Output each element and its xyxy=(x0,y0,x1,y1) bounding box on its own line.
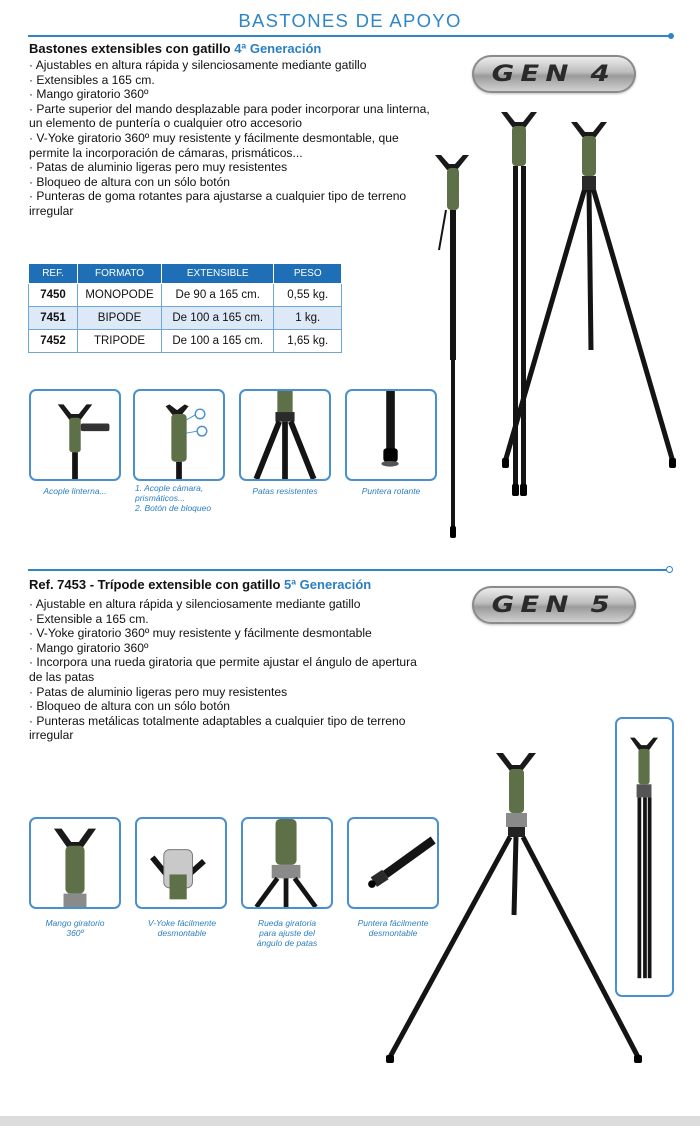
gen4-badge xyxy=(472,55,636,93)
header-rule-dot xyxy=(668,33,674,39)
tripod-image xyxy=(502,122,676,468)
gen5-badge xyxy=(472,586,636,624)
cell-extensible: De 100 a 165 cm. xyxy=(161,330,274,353)
caption-legs: Patas resistentes xyxy=(252,486,318,496)
adjustment-wheel-illustration xyxy=(243,819,331,907)
rotating-handle-illustration xyxy=(31,819,119,907)
spec-table xyxy=(28,263,342,353)
cell-ref: 7450 xyxy=(29,284,78,307)
col-header-ref: REF. xyxy=(29,264,78,284)
gen4-badge-text: GEN 4 xyxy=(491,61,617,87)
gen4-product-photo xyxy=(425,100,690,545)
gen4-section-title xyxy=(29,41,321,56)
bipod-image xyxy=(501,112,537,496)
page-title: BASTONES DE APOYO xyxy=(238,10,462,31)
feature-item: · Extensibles a 165 cm. xyxy=(29,72,155,87)
table-row xyxy=(29,307,342,330)
col-header-weight: PESO xyxy=(274,264,342,284)
cell-extensible: De 100 a 165 cm. xyxy=(161,307,274,330)
feature-item: · Punteras de goma rotantes para ajustarse a cualquier tipo de terreno irregular xyxy=(29,189,407,218)
gen5-thumb-vyoke xyxy=(135,817,227,909)
page-bottom-bar xyxy=(0,1116,700,1126)
caption-rubber-tip: Puntera rotante xyxy=(361,486,421,496)
caption-handle: Mango giratorio 360º xyxy=(45,918,105,938)
caption-camera-mount-text: 1. Acople cámara, prismáticos... 2. Botón de bloqueo xyxy=(135,483,212,513)
caption-camera-mount xyxy=(135,483,235,513)
cell-format: TRIPODE xyxy=(78,330,162,353)
gen4-title-text: Bastones extensibles con gatillo xyxy=(29,41,231,56)
feature-item: · Extensible a 165 cm. xyxy=(29,611,149,626)
gen5-generation-label: 5ª Generación xyxy=(284,577,372,592)
gen5-section-title xyxy=(29,577,371,592)
header-rule xyxy=(28,35,670,37)
caption-wheel: Rueda giratoria para ajuste del ángulo de patas xyxy=(256,918,318,948)
caption-vyoke: V-Yoke fácilmente desmontable xyxy=(147,918,217,938)
feature-item: · Incorpora una rueda giratoria que permite ajustar el ángulo de apertura de las patas xyxy=(29,655,417,684)
col-header-format: FORMATO xyxy=(78,264,162,284)
cell-format: BIPODE xyxy=(78,307,162,330)
cell-format: MONOPODE xyxy=(78,284,162,307)
feature-item: · Bloqueo de altura con un sólo botón xyxy=(29,699,231,714)
feature-item: · V-Yoke giratorio 360º muy resistente y fácilmente desmontable xyxy=(29,626,372,641)
cell-weight: 0,55 kg. xyxy=(274,284,342,307)
feature-item: · V-Yoke giratorio 360º muy resistente y fácilmente desmontable, que permite la incorporación de cámaras, prismáticos... xyxy=(29,130,399,160)
cell-ref: 7451 xyxy=(29,307,78,330)
section-rule xyxy=(28,569,668,571)
feature-item: · Patas de aluminio ligeras pero muy resistentes xyxy=(29,684,288,699)
metal-tip-illustration xyxy=(349,819,437,907)
feature-item: · Punteras metálicas totalmente adaptables a cualquier tipo de terreno irregular xyxy=(29,713,406,743)
gen5-badge-text: GEN 5 xyxy=(491,592,617,618)
feature-item: · Bloqueo de altura con un sólo botón xyxy=(29,174,231,189)
gen4-thumb-flashlight xyxy=(29,389,121,481)
feature-item: · Mango giratorio 360º xyxy=(29,87,149,102)
gen4-thumb-legs xyxy=(239,389,331,481)
cell-ref: 7452 xyxy=(29,330,78,353)
col-header-extensible: EXTENSIBLE xyxy=(161,264,274,284)
vyoke-illustration xyxy=(137,819,225,907)
feature-item: · Ajustable en altura rápida y silenciosamente mediante gatillo xyxy=(29,597,361,611)
gen4-thumb-rubber-tip xyxy=(345,389,437,481)
gen4-product-illustration xyxy=(425,100,690,545)
camera-mount-illustration xyxy=(135,391,223,479)
folded-tripod-illustration xyxy=(617,719,672,995)
flashlight-mount-illustration xyxy=(31,391,119,479)
table-header-row xyxy=(29,264,342,284)
gen4-generation-label: 4ª Generación xyxy=(234,41,322,56)
gen4-feature-list xyxy=(29,58,439,219)
feature-item: · Mango giratorio 360º xyxy=(29,640,149,655)
feature-item: · Ajustables en altura rápida y silenciosamente mediante gatillo xyxy=(29,58,367,72)
gen5-thumb-handle xyxy=(29,817,121,909)
cell-extensible: De 90 a 165 cm. xyxy=(161,284,274,307)
caption-metal-tip: Puntera fácilmente desmontable xyxy=(357,918,429,938)
gen5-feature-list xyxy=(29,597,429,743)
cell-weight: 1,65 kg. xyxy=(274,330,342,353)
section-rule-ring xyxy=(666,566,673,573)
table-row xyxy=(29,284,342,307)
gen4-thumb-camera-mount xyxy=(133,389,225,481)
gen5-title-text: Ref. 7453 - Trípode extensible con gatillo xyxy=(29,577,281,592)
caption-flashlight: Acople linterna... xyxy=(43,486,107,496)
rubber-tip-illustration xyxy=(347,391,435,479)
gen5-folded-tripod-frame xyxy=(615,717,674,997)
cell-weight: 1 kg. xyxy=(274,307,342,330)
gen5-thumb-wheel xyxy=(241,817,333,909)
gen5-thumb-metal-tip xyxy=(347,817,439,909)
table-row xyxy=(29,330,342,353)
feature-item: · Parte superior del mando desplazable para poder incorporar una linterna, un elemento de puntería o cualquier otro accesorio xyxy=(29,101,430,131)
feature-item: · Patas de aluminio ligeras pero muy resistentes xyxy=(29,160,288,175)
monopod-image xyxy=(435,155,469,538)
legs-illustration xyxy=(241,391,329,479)
